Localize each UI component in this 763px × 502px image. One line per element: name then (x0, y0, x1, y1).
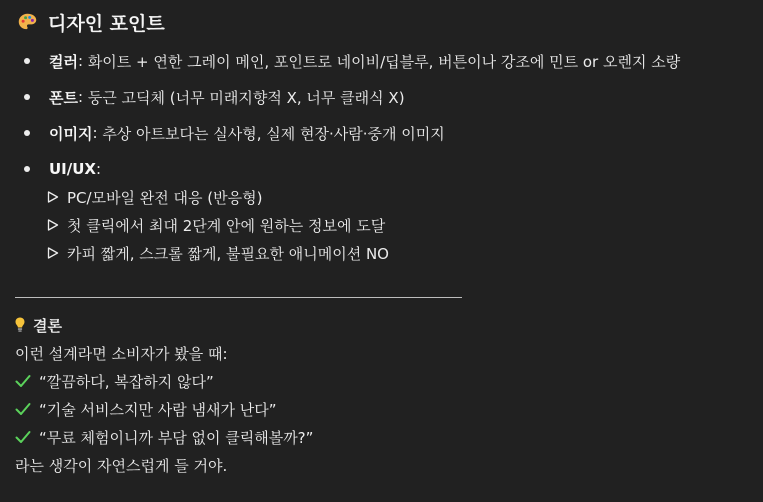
list-item-uiux (21, 158, 101, 180)
sub-list-item-text: 첫 클릭에서 최대 2단계 안에 원하는 정보에 도달 (67, 216, 386, 235)
list-item-label: 컬러 (49, 52, 78, 71)
conclusion-heading-text: 결론 (33, 316, 62, 335)
check-item (15, 370, 214, 392)
horizontal-divider (15, 297, 462, 298)
list-item-label: 이미지 (49, 124, 93, 143)
conclusion-heading (15, 314, 62, 336)
list-item-color (21, 50, 680, 72)
list-item-image (21, 122, 445, 144)
bullet-dot (24, 130, 30, 136)
triangle-right-icon (47, 191, 59, 203)
section-heading-text: 디자인 포인트 (48, 12, 165, 35)
conclusion-intro (15, 342, 228, 364)
check-item (15, 398, 276, 420)
check-item-text: “기술 서비스지만 사람 냄새가 난다” (39, 400, 277, 419)
light-bulb-icon (15, 317, 25, 333)
triangle-right-icon (47, 219, 59, 231)
check-mark-icon (15, 374, 31, 388)
conclusion-outro-text: 라는 생각이 자연스럽게 들 거야. (15, 456, 228, 475)
list-item-separator: : (92, 124, 103, 142)
bullet-dot (24, 94, 30, 100)
palette-icon (17, 12, 38, 33)
list-item-text: 화이트 + 연한 그레이 메인, 포인트로 네이비/딥블루, 버튼이나 강조에 민트 or 오렌지 소량 (87, 52, 681, 71)
list-item-label: UI/UX (49, 160, 96, 178)
triangle-right-icon (47, 247, 59, 259)
bullet-dot (24, 166, 30, 172)
section-heading (17, 9, 165, 35)
check-item (15, 426, 313, 448)
list-item-separator: : (77, 52, 88, 70)
sub-list-item-text: 카피 짧게, 스크롤 짧게, 불필요한 애니메이션 NO (67, 244, 389, 263)
conclusion-intro-text: 이런 설계라면 소비자가 봤을 때: (15, 344, 228, 363)
list-item-text: 추상 아트보다는 실사형, 실제 현장·사람·중개 이미지 (102, 124, 445, 143)
sub-list-item-text: PC/모바일 완전 대응 (반응형) (67, 188, 263, 207)
bullet-dot (24, 58, 30, 64)
list-item-text: 둥근 고딕체 (너무 미래지향적 X, 너무 클래식 X) (87, 88, 405, 107)
sub-list-item (47, 186, 262, 208)
sub-list-item (47, 214, 385, 236)
conclusion-outro (15, 454, 227, 476)
list-item-separator: : (77, 88, 88, 106)
sub-list-item (47, 242, 389, 264)
check-item-text: “깔끔하다, 복잡하지 않다” (39, 372, 214, 391)
list-item-font (21, 86, 405, 108)
check-item-text: “무료 체험이니까 부담 없이 클릭해볼까?” (39, 428, 314, 447)
list-item-separator: : (96, 160, 102, 178)
check-mark-icon (15, 430, 31, 444)
list-item-label: 폰트 (49, 88, 78, 107)
check-mark-icon (15, 402, 31, 416)
